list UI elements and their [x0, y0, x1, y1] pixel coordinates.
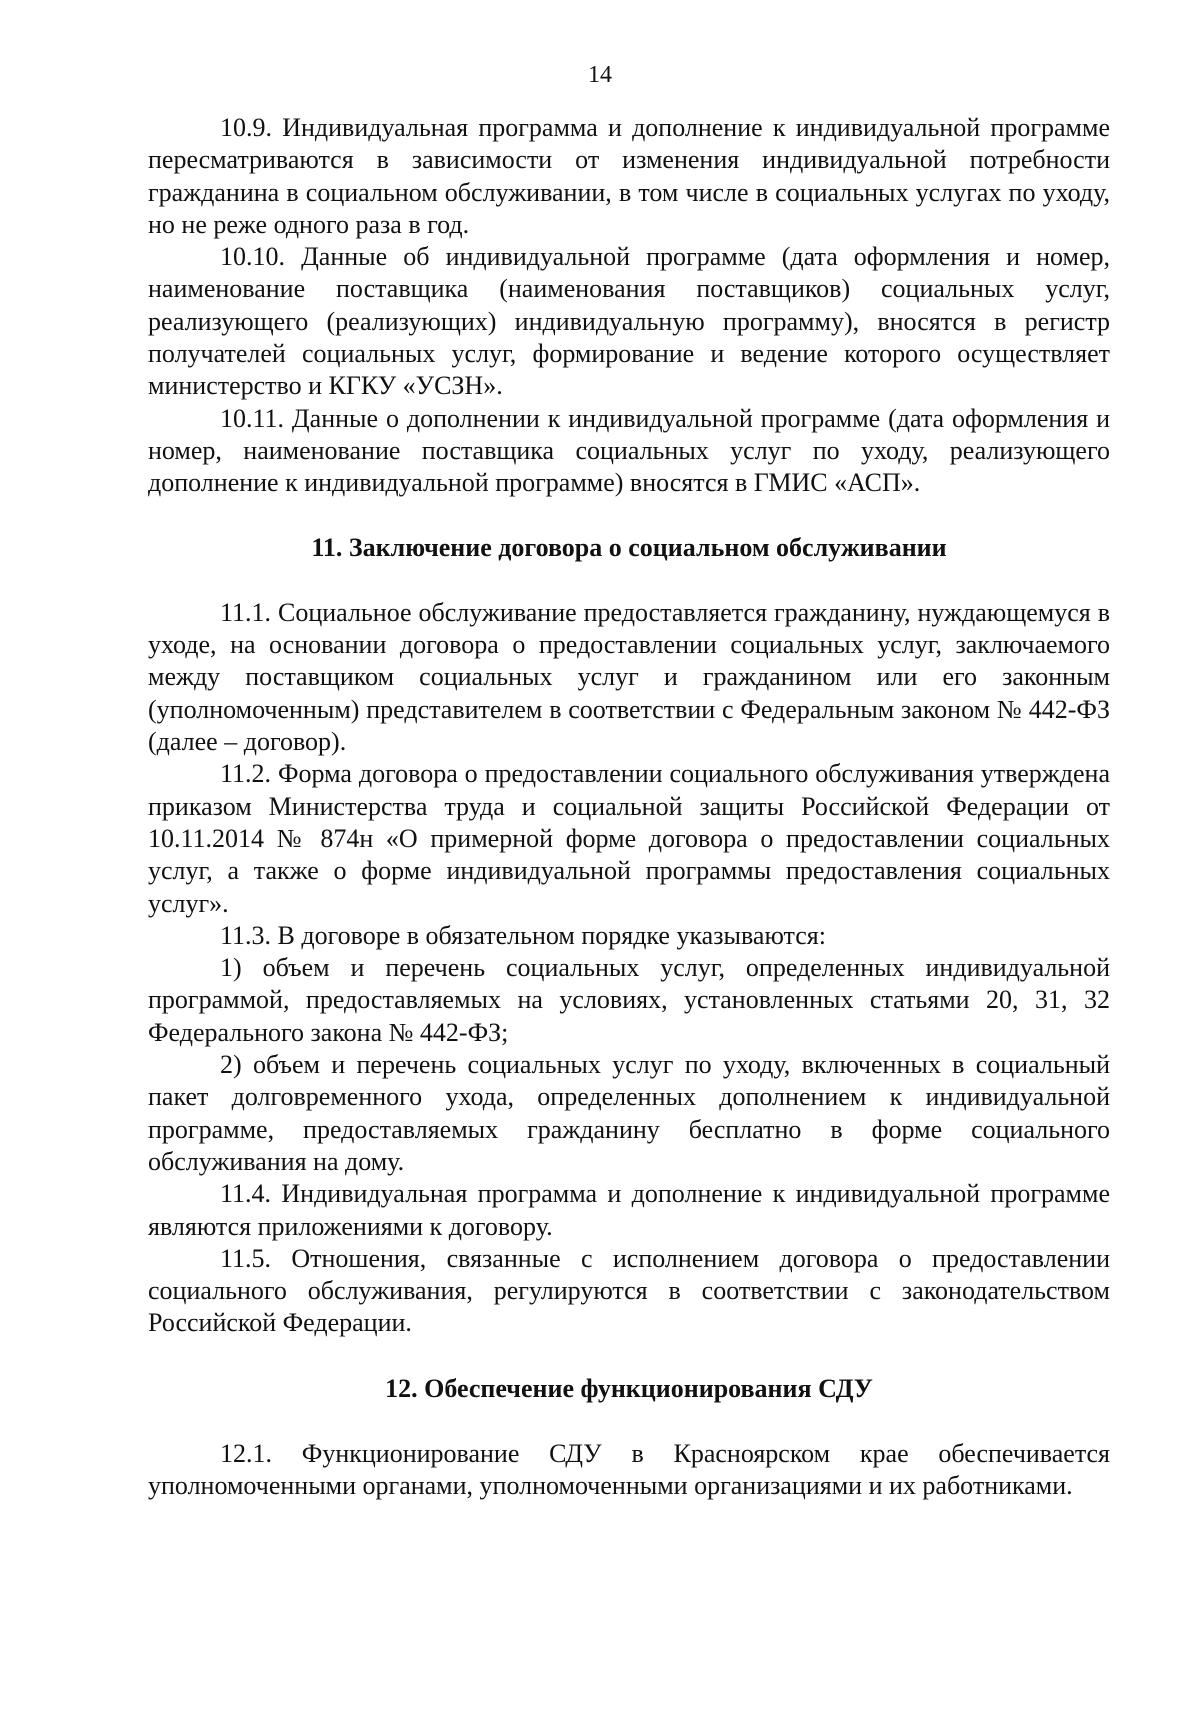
document-body — [148, 112, 1110, 1503]
paragraph-12-1: 12.1. Функционирование СДУ в Красноярском крае обеспечивается уполномоченными органами, уполномоченными организациями и их работниками. — [148, 1438, 1110, 1501]
paragraph-10-9: 10.9. Индивидуальная программа и дополнение к индивидуальной программе пересматриваются в зависимости от изменения индивидуальной потребности гражданина в социальном обслуживании, в том числе в социальных услугах по уходу, но не реже одного раза в год. — [148, 113, 1110, 239]
paragraph-11-4: 11.4. Индивидуальная программа и дополнение к индивидуальной программе являются приложениями к договору. — [148, 1179, 1110, 1241]
page-number: 14 — [588, 62, 612, 88]
section-12-heading: 12. Обеспечение функционирования СДУ — [385, 1373, 873, 1403]
paragraph-11-3: 11.3. В договоре в обязательном порядке указываются: — [220, 920, 826, 950]
section-11-heading: 11. Заключение договора о социальном обслуживании — [311, 532, 947, 562]
paragraph-11-3-item-1: 1) объем и перечень социальных услуг, определенных индивидуальной программой, предоставляемых на условиях, установленных статьями 20, 31, 32 Федерального закона № 442-ФЗ; — [148, 953, 1110, 1047]
paragraph-11-3-item-2: 2) объем и перечень социальных услуг по уходу, включенных в социальный пакет долговременного ухода, определенных дополнением к индивидуальной программе, предоставляемых гражданину бесплатно в форме социального обслуживания на дому. — [148, 1050, 1110, 1176]
paragraph-11-1: 11.1. Социальное обслуживание предоставляется гражданину, нуждающемуся в уходе, на основании договора о предоставлении социальных услуг, заключаемого между поставщиком социальных услуг и гражданином или его законным (уполномоченным) представителем в соответствии с Федеральным законом № 442-ФЗ (далее – договор). — [148, 597, 1110, 757]
paragraph-10-11: 10.11. Данные о дополнении к индивидуальной программе (дата оформления и номер, наименование поставщика социальных услуг по уходу, реализующего дополнение к индивидуальной программе) вносятся в ГМИС «АСП». — [148, 403, 1110, 498]
paragraph-11-2: 11.2. Форма договора о предоставлении социального обслуживания утверждена приказом Министерства труда и социальной защиты Российской Федерации от 10.11.2014 № 874н «О примерной форме договора о предоставлении социальных услуг, а также о форме индивидуальной программы предоставления социальных услуг». — [148, 759, 1110, 918]
paragraph-11-5: 11.5. Отношения, связанные с исполнением договора о предоставлении социального обслуживания, регулируются в соответствии с законодательством Российской Федерации. — [148, 1243, 1110, 1338]
paragraph-10-10: 10.10. Данные об индивидуальной программе (дата оформления и номер, наименование поставщика (наименования поставщиков) социальных услуг, реализующего (реализующих) индивидуальную программу), вносятся в регистр получателей социальных услуг, формирование и ведение которого осуществляет министерство и КГКУ «УСЗН». — [148, 242, 1110, 401]
